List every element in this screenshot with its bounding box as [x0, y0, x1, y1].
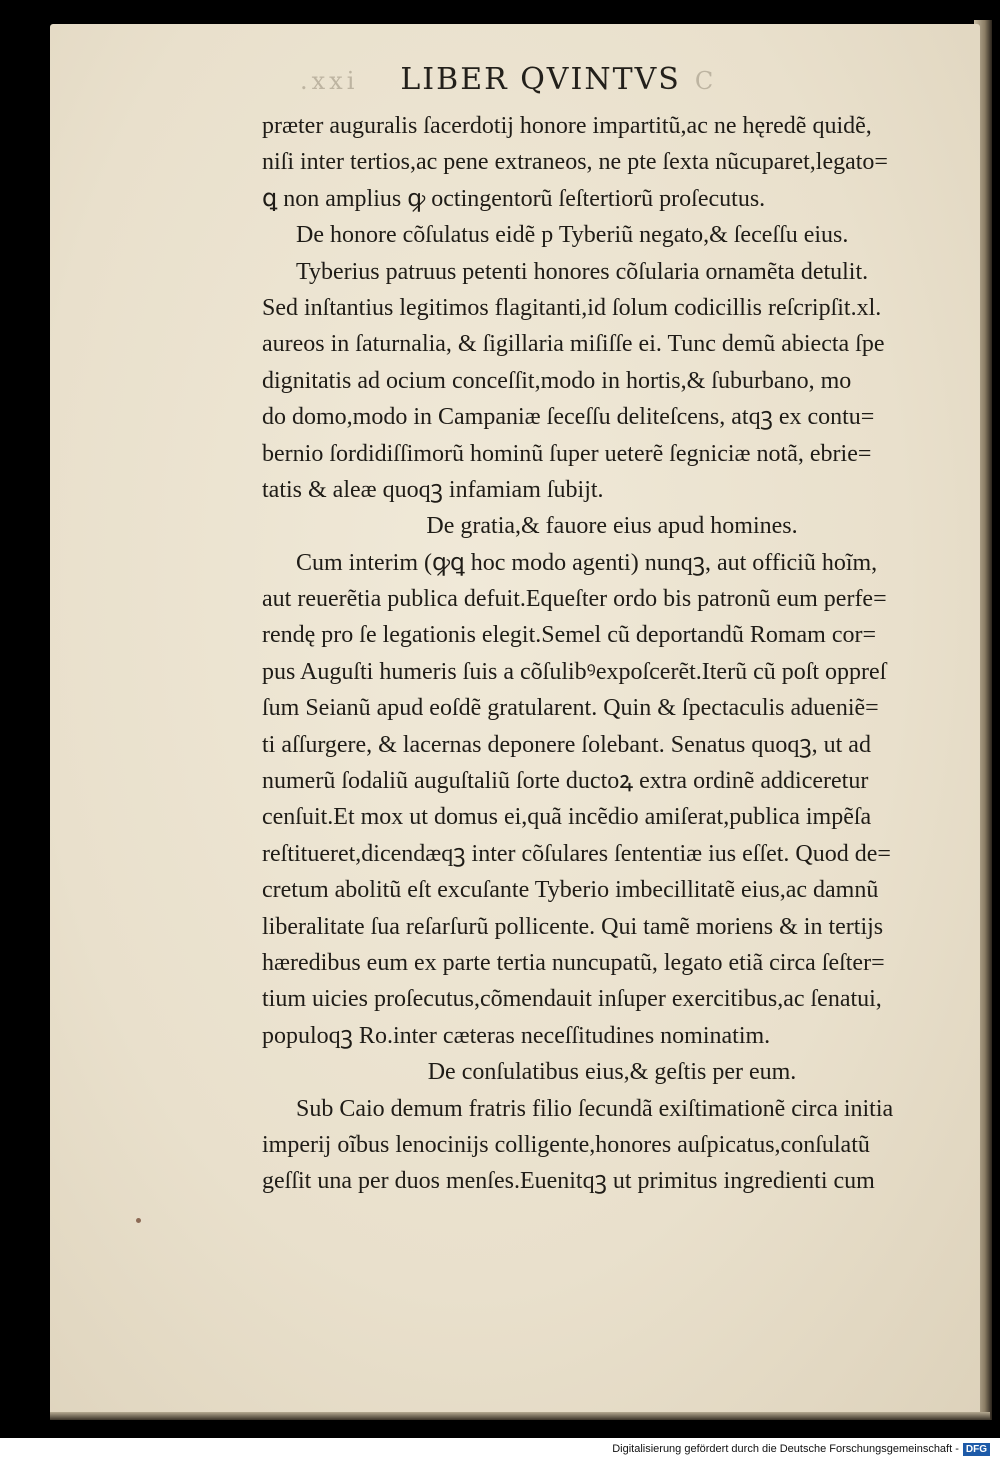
footer-credit: Digitalisierung gefördert durch die Deutsche Forschungsgemeinschaft -	[612, 1443, 959, 1455]
text-line: Sed inſtantius legitimos flagitanti,id ſolum codicillis reſcripſit.xl.	[262, 294, 882, 321]
text-line: Cum interim (ꝙꝗ hoc modo agenti) nunqꝫ, aut officiũ hoĩm,	[296, 549, 878, 576]
text-line: De honore cõſulatus eidẽ p Tyberiũ negato,& ſeceſſu eius.	[296, 222, 849, 249]
text-line: numerũ ſodaliũ auguſtaliũ ſorte ductoꝝ extra ordinẽ addiceretur	[262, 768, 869, 795]
text-line: prӕter auguralis ſacerdotij honore impartitũ,ac ne hęredẽ quidẽ,	[262, 113, 872, 139]
text-line: Tyberius patruus petenti honores cõſularia ornamẽta detulit.	[296, 258, 869, 285]
page-edge-bottom	[50, 1412, 990, 1420]
text-line: ti aſſurgere, & lacernas deponere ſolebant. Senatus quoqꝫ, ut ad	[262, 731, 871, 758]
text-line: rendę pro ſe legationis elegit.Semel cũ deportandũ Romam cor=	[262, 622, 877, 649]
text-line: niſi inter tertios,ac pene extraneos, ne pte ſexta nũcuparet,legato=	[262, 149, 888, 176]
text-line: pus Auguſti humeris ſuis a cõſulibꝰexpoſcerẽt.Iterũ cũ poſt oppreſ	[262, 658, 887, 685]
text-line: cenſuit.Et mox ut domus ei,quã incẽdio amiſerat,publica impẽſa	[262, 804, 872, 831]
text-line: tium uicies proſecutus,cõmendauit inſuper exercitibus,ac ſenatui,	[262, 986, 882, 1013]
text-line: aureos in ſaturnalia, & ſigillaria miſiſſe ei. Tunc demũ abiecta ſpe	[262, 331, 885, 358]
dfg-logo[interactable]: DFG	[963, 1443, 990, 1456]
text-line: Sub Caio demum fratris filio ſecundã exiſtimationẽ circa initia	[296, 1095, 894, 1122]
text-line: hӕredibus eum ex parte tertia nuncupatũ, legato etiã circa ſeſter=	[262, 949, 885, 976]
running-head	[300, 62, 760, 97]
text-line: bernio ſordidiſſimorũ hominũ ſuper ueterẽ ſegniciӕ notã, ebrie=	[262, 440, 872, 467]
text-line: aut reuerẽtia publica defuit.Equeſter ordo bis patronũ eum perfe=	[262, 586, 887, 613]
section-heading: De conſulatibus eius,& geſtis per eum.	[427, 1059, 797, 1086]
text-line: tatis & aleӕ quoqꝫ infamiam ſubijt.	[262, 476, 604, 503]
text-line: ſum Seianũ apud eoſdẽ gratularent. Quin & ſpectaculis adueniẽ=	[262, 695, 879, 722]
text-block	[262, 108, 962, 1200]
text-line: cretum abolitũ eſt excuſante Tyberio imbecillitatẽ eius,ac damnũ	[262, 877, 879, 904]
text-line: reſtitueret,dicendӕqꝫ inter cõſulares ſententiӕ ius eſſet. Quod de=	[262, 840, 891, 867]
text-line: imperij oĩbus lenocinijs colligente,honores auſpicatus,conſulatũ	[262, 1131, 870, 1158]
text-line: geſſit una per duos menſes.Euenitqꝫ ut primitus ingredienti cum	[262, 1168, 875, 1195]
text-line: ꝗ non amplius ꝙ octingentorũ ſeſtertiorũ proſecutus.	[262, 185, 766, 212]
text-line: populoqꝫ Ro.inter cӕteras neceſſitudines nominatim.	[262, 1022, 771, 1049]
text-line: liberalitate ſua reſarſurũ pollicente. Qui tamẽ moriens & in tertijs	[262, 913, 884, 940]
show-through-left: .xxi	[300, 67, 359, 95]
page-title: LIBER QVINTVS	[400, 62, 681, 97]
text-line: dignitatis ad ocium conceſſit,modo in hortis,& ſuburbano, mo	[262, 367, 852, 394]
footer-bar	[0, 1438, 1000, 1460]
text-line: do domo,modo in Campaniӕ ſeceſſu deliteſcens, atqꝫ ex contu=	[262, 404, 875, 431]
paper-stain	[136, 1218, 141, 1223]
show-through-right: C	[694, 67, 718, 95]
section-heading: De gratia,& fauore eius apud homines.	[426, 513, 798, 540]
